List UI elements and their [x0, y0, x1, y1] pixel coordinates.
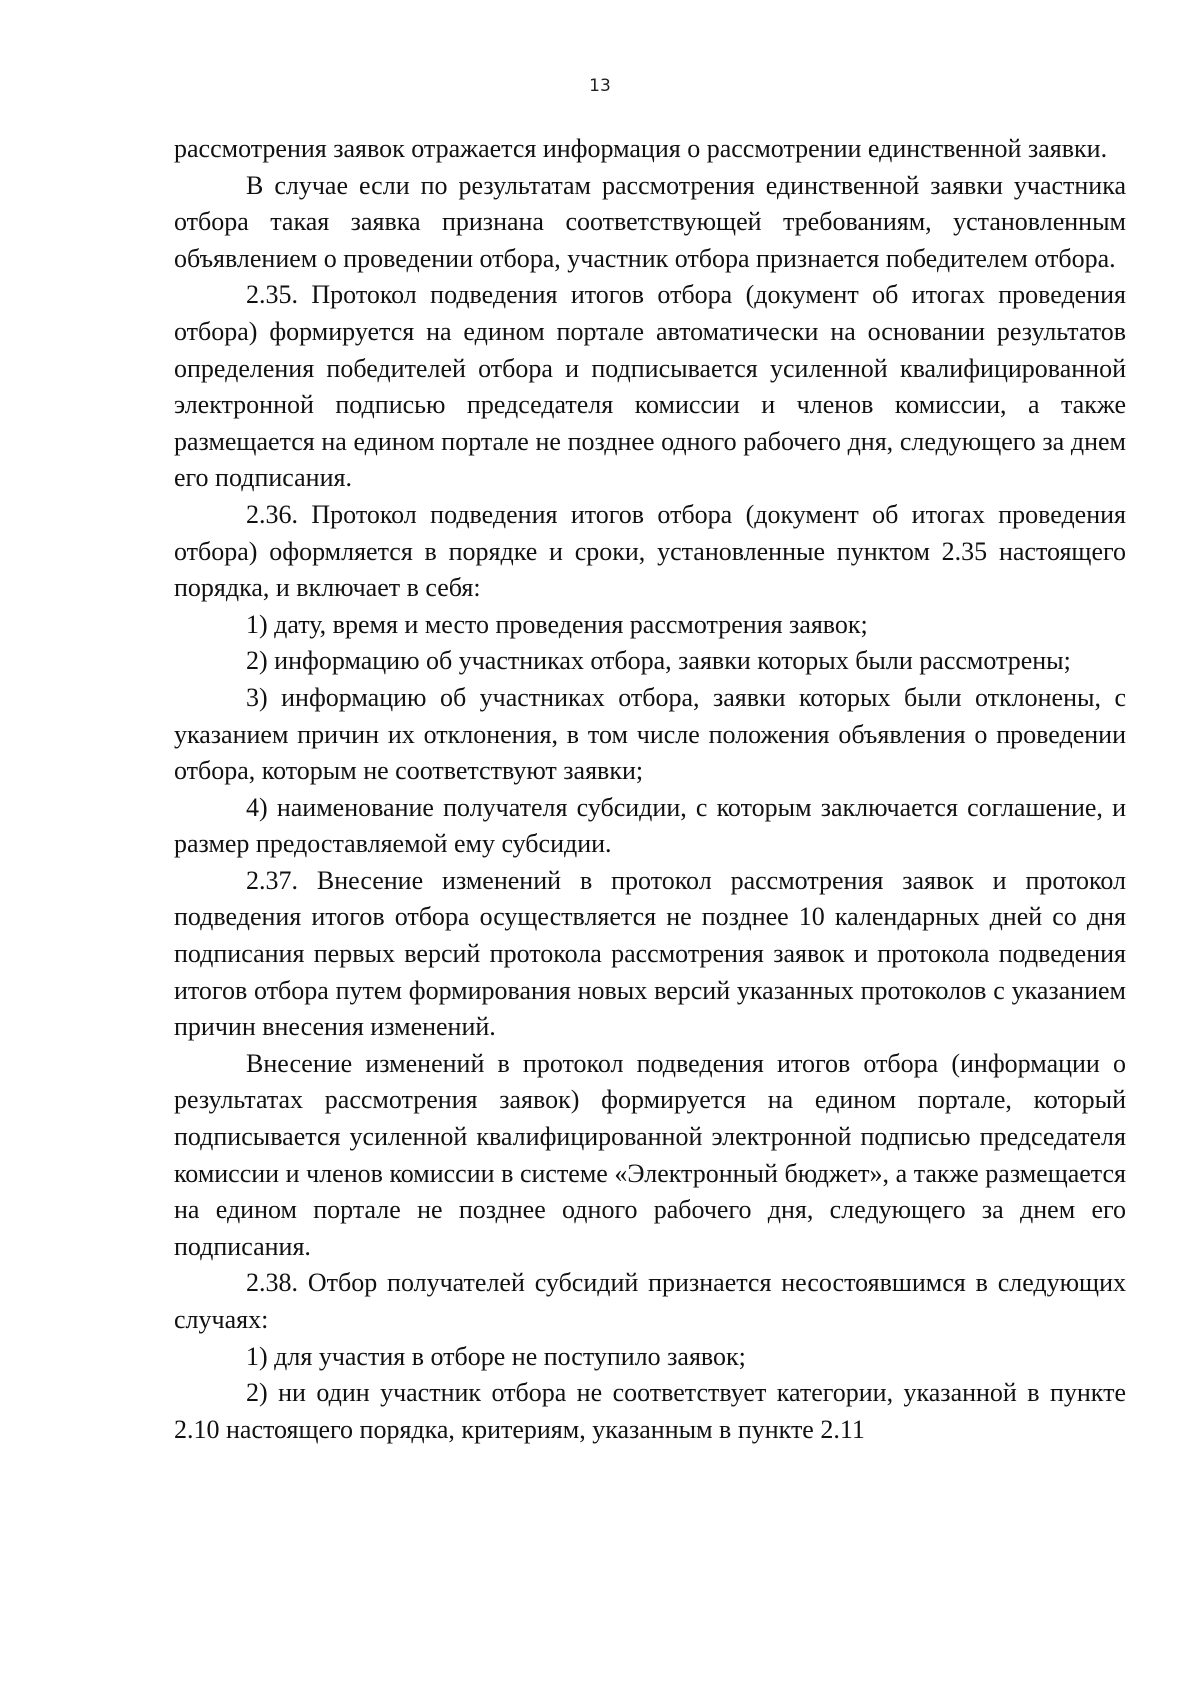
- paragraph: В случае если по результатам рассмотрения единственной заявки участника отбора такая заявка признана соответствующей требованиям, установленным объявлением о проведении отбора, участник отбора признается победителем отбора.: [174, 170, 1126, 273]
- paragraph: 2) ни один участник отбора не соответствует категории, указанной в пункте 2.10 настоящего порядка, критериям, указанным в пункте 2.11: [174, 1378, 1126, 1444]
- paragraph: 2.35. Протокол подведения итогов отбора (документ об итогах проведения отбора) формируется на едином портале автоматически на основании результатов определения победителей отбора и подписывается усиленной квалифицированной электронной подписью председателя комиссии и членов комиссии, а также размещается на едином портале не позднее одного рабочего дня, следующего за днем его подписания.: [174, 280, 1126, 493]
- paragraph: 1) дату, время и место проведения рассмотрения заявок;: [246, 609, 868, 639]
- paragraph: Внесение изменений в протокол подведения итогов отбора (информации о результатах рассмотрения заявок) формируется на едином портале, который подписывается усиленной квалифицированной электронной подписью председателя комиссии и членов комиссии в системе «Электронный бюджет», а также размещается на едином портале не позднее одного рабочего дня, следующего за днем его подписания.: [174, 1048, 1126, 1261]
- paragraph: рассмотрения заявок отражается информация о рассмотрении единственной заявки.: [174, 134, 1108, 163]
- paragraph: 2.37. Внесение изменений в протокол рассмотрения заявок и протокол подведения итогов отбора осуществляется не позднее 10 календарных дней со дня подписания первых версий протокола рассмотрения заявок и протокола подведения итогов отбора путем формирования новых версий указанных протоколов с указанием причин внесения изменений.: [174, 865, 1126, 1042]
- document-body: [174, 131, 1126, 1448]
- paragraph: 2) информацию об участниках отбора, заявки которых были рассмотрены;: [246, 646, 1071, 676]
- paragraph: 4) наименование получателя субсидии, с которым заключается соглашение, и размер предоставляемой ему субсидии.: [174, 792, 1126, 859]
- paragraph: 1) для участия в отборе не поступило заявок;: [246, 1341, 746, 1371]
- page-number: 13: [589, 76, 611, 96]
- paragraph: 2.38. Отбор получателей субсидий признается несостоявшимся в следующих случаях:: [174, 1268, 1126, 1334]
- paragraph: 2.36. Протокол подведения итогов отбора (документ об итогах проведения отбора) оформляется в порядке и сроки, установленные пунктом 2.35 настоящего порядка, и включает в себя:: [174, 499, 1126, 603]
- paragraph: 3) информацию об участниках отбора, заявки которых были отклонены, с указанием причин их отклонения, в том числе положения объявления о проведении отбора, которым не соответствуют заявки;: [174, 682, 1126, 786]
